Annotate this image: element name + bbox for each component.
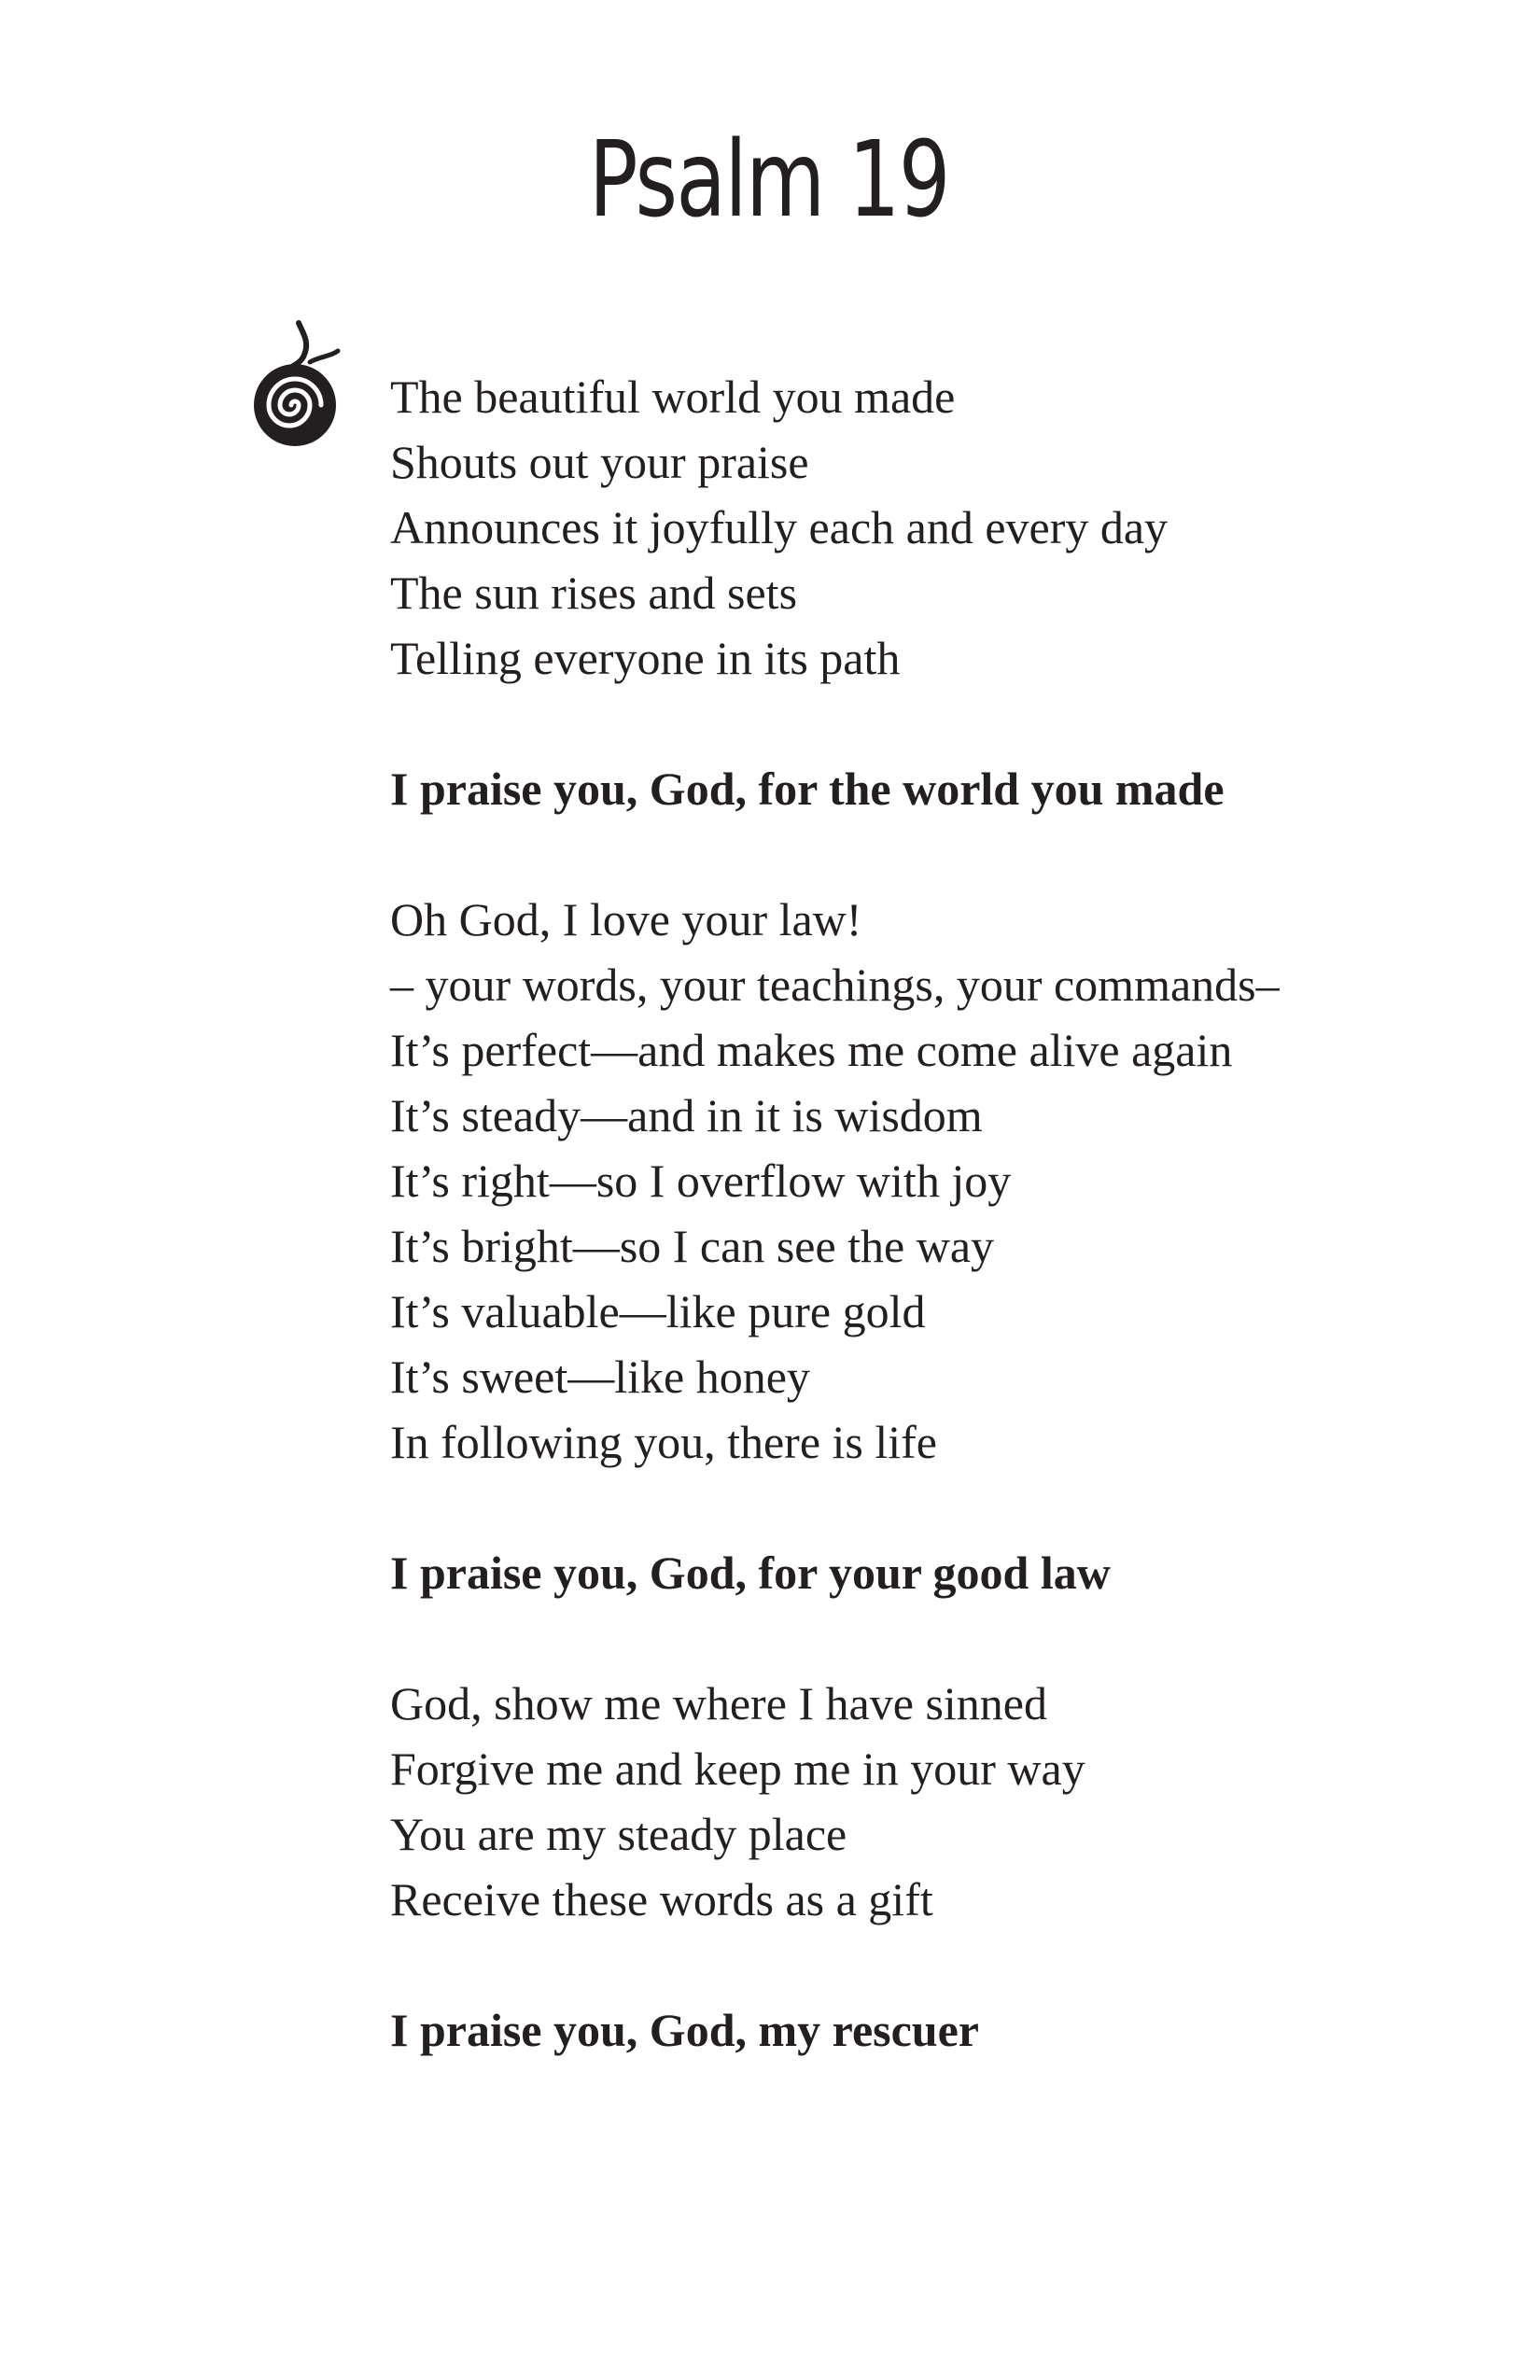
poem-line: Shouts out your praise: [390, 436, 809, 488]
poem-line: Telling everyone in its path: [390, 632, 901, 684]
poem-line: Announces it joyfully each and every day: [390, 501, 1169, 553]
poem-line: Forgive me and keep me in your way: [390, 1743, 1085, 1795]
poem-line: You are my steady place: [390, 1808, 847, 1860]
poem-line: Receive these words as a gift: [390, 1873, 933, 1925]
poem-line: It’s bright—so I can see the way: [390, 1220, 995, 1272]
poem-line: It’s steady—and in it is wisdom: [390, 1089, 983, 1141]
poem-line: Oh God, I love your law!: [390, 893, 862, 945]
poem-line: It’s perfect—and makes me come alive again: [390, 1024, 1233, 1076]
poem-line: It’s right—so I overflow with joy: [390, 1155, 1012, 1207]
poem-line: – your words, your teachings, your commands–: [390, 959, 1280, 1011]
poem-line: It’s sweet—like honey: [390, 1351, 810, 1403]
poem-line: It’s valuable—like pure gold: [390, 1285, 926, 1337]
poem-line: God, show me where I have sinned: [390, 1677, 1047, 1729]
refrain-line: I praise you, God, for your good law: [390, 1547, 1111, 1599]
poem-body: [390, 364, 1463, 2128]
swirl-icon: [245, 319, 349, 452]
poem-line: In following you, there is life: [390, 1416, 937, 1468]
page-title: Psalm 19: [588, 119, 949, 241]
poem-line: The beautiful world you made: [390, 371, 956, 423]
stanza: [390, 364, 1463, 691]
refrain-line: I praise you, God, my rescuer: [390, 2004, 979, 2056]
stanza: [390, 1671, 1463, 1932]
refrain-line: I praise you, God, for the world you made: [390, 763, 1225, 815]
stanza: [390, 887, 1463, 1475]
poem-line: The sun rises and sets: [390, 567, 798, 619]
